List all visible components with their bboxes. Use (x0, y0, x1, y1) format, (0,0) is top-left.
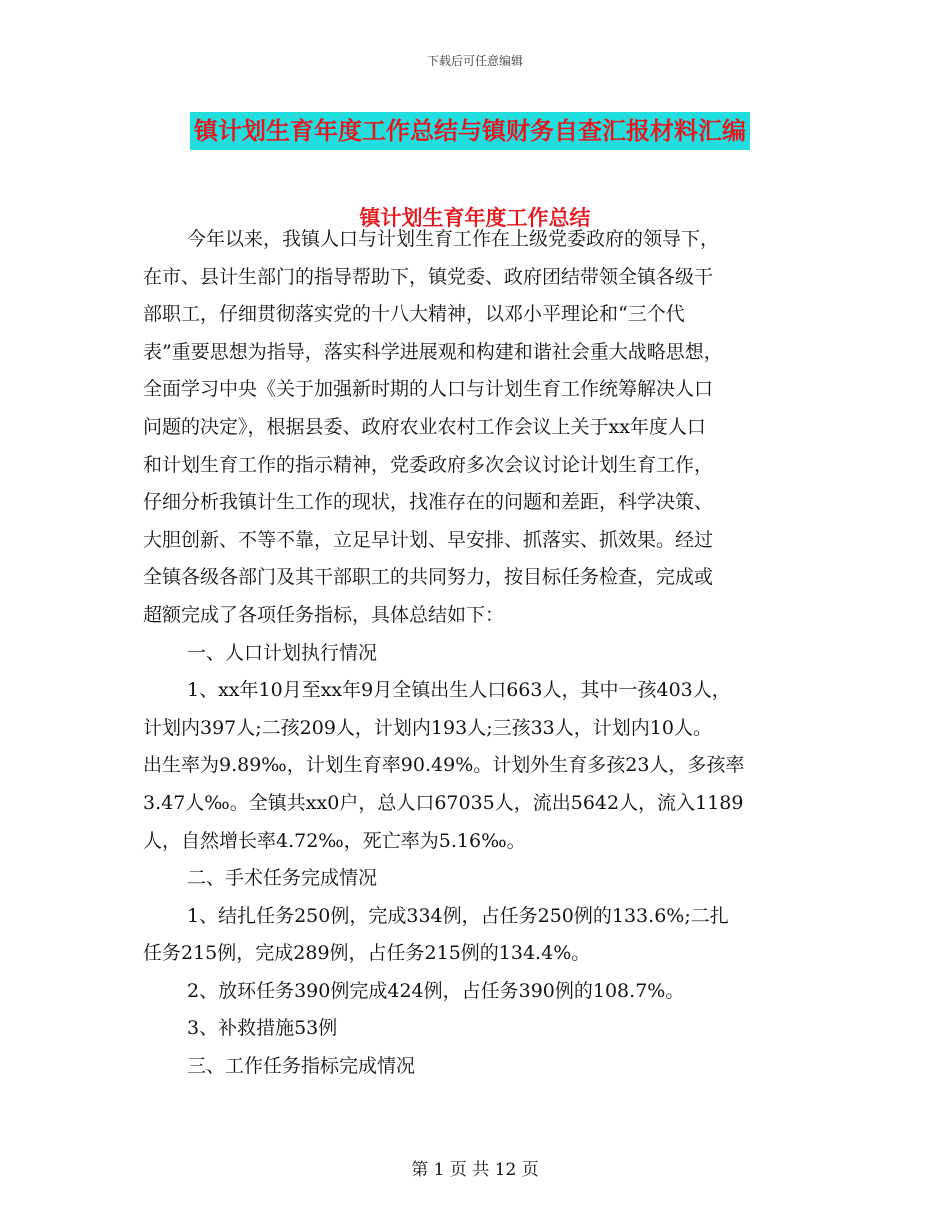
paragraph-line: 任务215例，完成289例，占任务215例的134.4%。 (143, 942, 591, 965)
paragraph-line: 2、放环任务390例完成424例，占任务390例的108.7%。 (187, 979, 685, 1002)
paragraph-line: 全镇各级各部门及其干部职工的共同努力，按目标任务检查，完成或 (143, 566, 714, 589)
paragraph-line: 全面学习中央《关于加强新时期的人口与计划生育工作统筹解决人口 (143, 378, 714, 401)
document-main-title: 镇计划生育年度工作总结与镇财务自查汇报材料汇编 (190, 112, 750, 150)
page-footer: 第 1 页 共 12 页 (411, 1160, 539, 1180)
paragraph-line: 超额完成了各项任务指标，具体总结如下： (143, 603, 505, 626)
paragraph-line: 3.47人‰。全镇共xx0户，总人口67035人，流出5642人，流入1189 (143, 791, 744, 814)
paragraph-line: 出生率为9.89‰，计划生育率90.49%。计划外生育多孩23人，多孩率 (143, 754, 745, 777)
paragraph-line: 问题的决定》，根据县委、政府农业农村工作会议上关于xx年度人口 (143, 415, 706, 438)
heading-line: 二、手术任务完成情况 (187, 867, 378, 890)
paragraph-line: 计划内397人;二孩209人，计划内193人;三孩33人，计划内10人。 (143, 716, 712, 739)
paragraph-line: 在市、县计生部门的指导帮助下，镇党委、政府团结带领全镇各级干 (143, 265, 714, 288)
heading-line: 三、工作任务指标完成情况 (187, 1055, 416, 1078)
paragraph-line: 大胆创新、不等不靠，立足早计划、早安排、抓落实、抓效果。经过 (143, 528, 714, 551)
paragraph-line: 和计划生育工作的指示精神，党委政府多次会议讨论计划生育工作， (143, 453, 714, 476)
paragraph-line: 部职工，仔细贯彻落实党的十八大精神，以邓小平理论和“三个代 (143, 303, 685, 326)
body-text (143, 221, 813, 1086)
paragraph-line: 仔细分析我镇计生工作的现状，找准存在的问题和差距，科学决策、 (143, 491, 714, 514)
header-note: 下载后可任意编辑 (426, 54, 523, 68)
section-title: 镇计划生育年度工作总结 (359, 205, 591, 230)
heading-line: 一、人口计划执行情况 (187, 641, 378, 664)
paragraph-line: 人，自然增长率4.72‰，死亡率为5.16‰。 (143, 829, 526, 852)
paragraph-line: 1、xx年10月至xx年9月全镇出生人口663人，其中一孩403人， (187, 679, 731, 702)
paragraph-line: 今年以来，我镇人口与计划生育工作在上级党委政府的领导下， (187, 228, 720, 250)
paragraph-line: 表”重要思想为指导，落实科学进展观和构建和谐社会重大战略思想， (143, 340, 723, 363)
paragraph-line: 3、补救措施53例 (187, 1017, 338, 1040)
paragraph-line: 1、结扎任务250例，完成334例，占任务250例的133.6%;二扎 (187, 904, 729, 927)
